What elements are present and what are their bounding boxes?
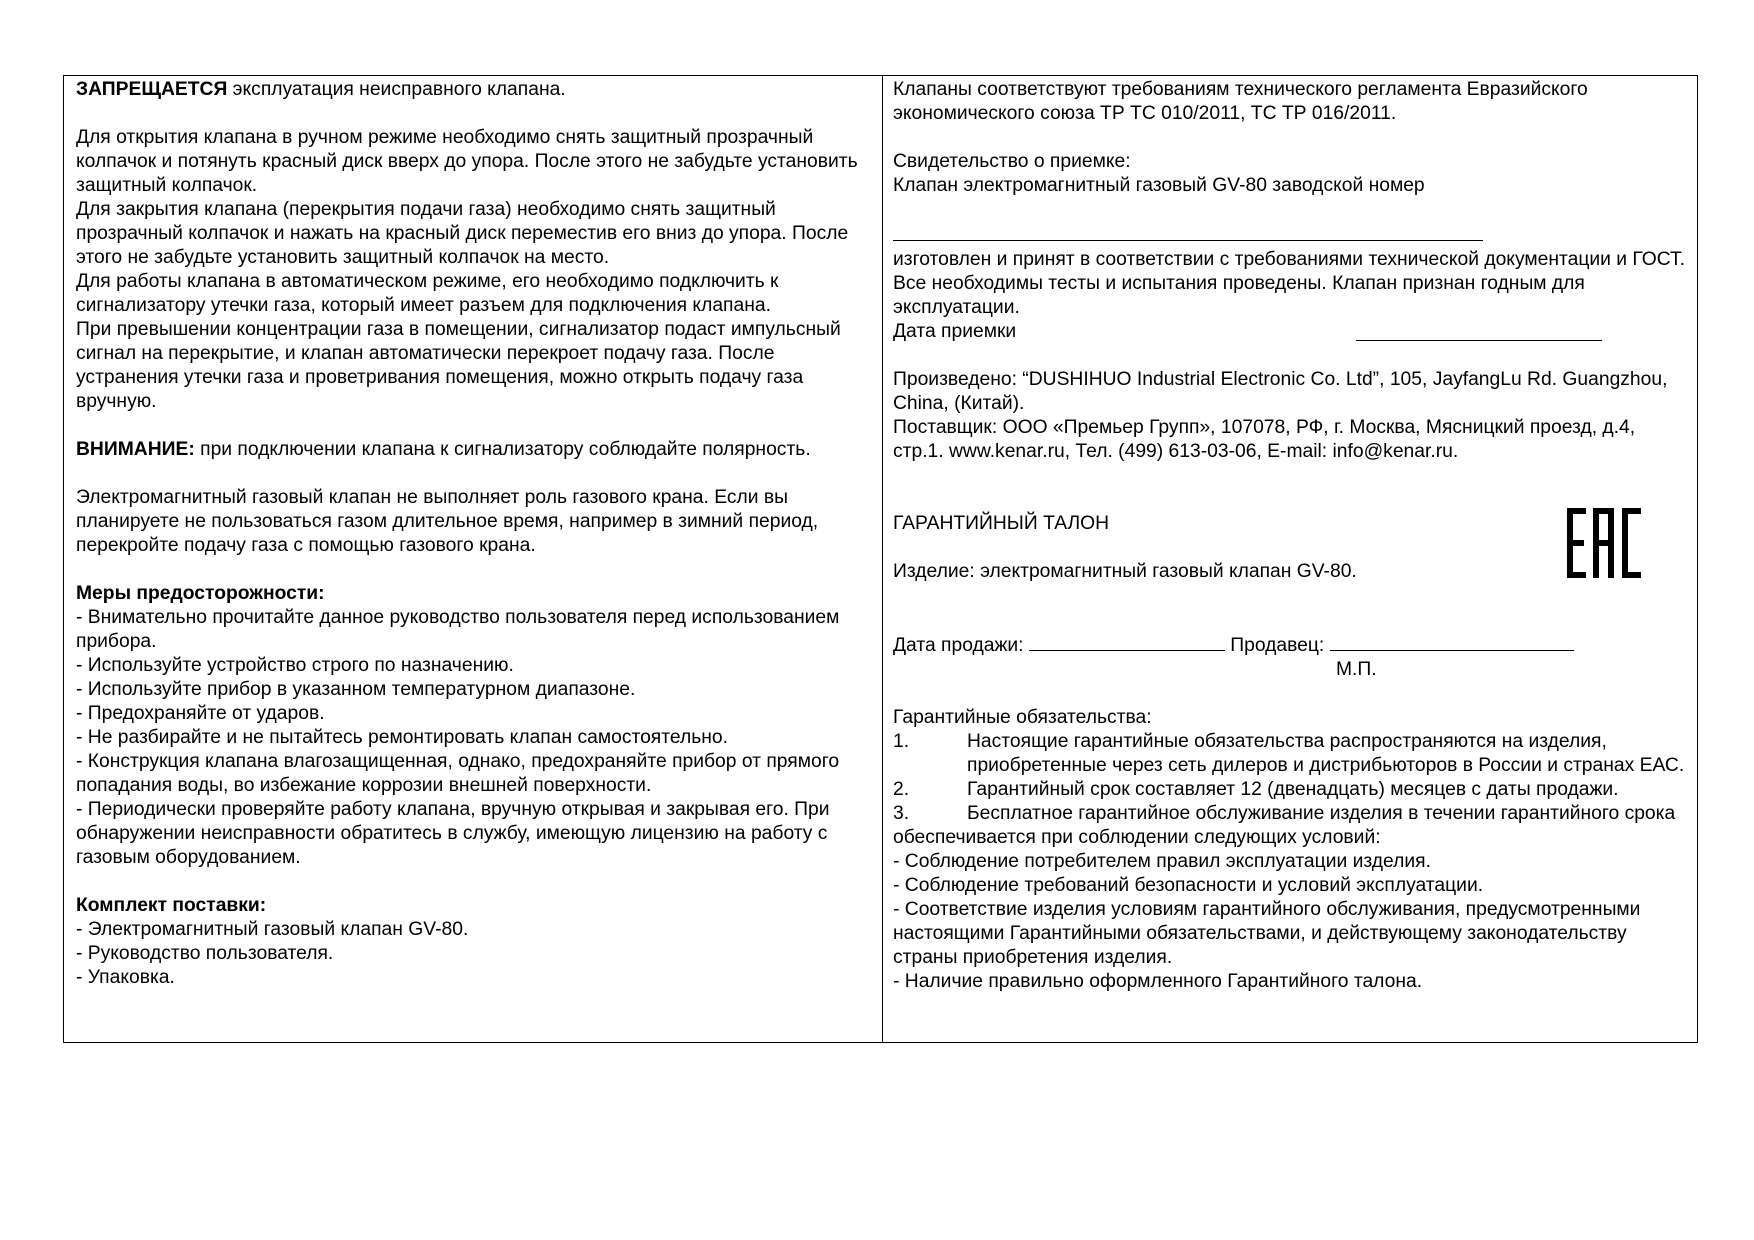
obligations-title: Гарантийные обязательства: (893, 707, 1152, 728)
attention-paragraph: ВНИМАНИЕ: при подключении клапана к сигнализатору соблюдайте полярность. (76, 439, 811, 460)
condition-item: - Соблюдение требований безопасности и условий эксплуатации. (893, 875, 1484, 896)
sale-date-blank (1029, 632, 1225, 651)
condition-item: - Наличие правильно оформленного Гарантийного талона. (893, 971, 1423, 992)
precaution-item: - Внимательно прочитайте данное руководство пользователя перед использованием прибора. (76, 607, 840, 652)
precaution-item: - Предохраняйте от ударов. (76, 703, 325, 724)
sale-row: Дата продажи: Продавец: (893, 632, 1687, 658)
certificate-column (883, 76, 1697, 1042)
precaution-item: - Периодически проверяйте работу клапана, вручную открывая и закрывая его. При обнаружении неисправности обратитесь в службу, имеющую лицензию на работу с газовым оборудованием. (76, 799, 830, 868)
kit-item: - Руководство пользователя. (76, 943, 334, 964)
stamp-label: М.П. (1336, 659, 1377, 680)
supplier-paragraph: Поставщик: ООО «Премьер Групп», 107078, РФ, г. Москва, Мясницкий проезд, д.4, стр.1. www.kenar.ru, Тел. (499) 613-03-06, E-mail: info@kenar.ru. (893, 417, 1636, 462)
auto-mode-paragraph: Для работы клапана в автоматическом режиме, его необходимо подключить к сигнализатору утечки газа, который имеет разъем для подключения клапана. (76, 271, 779, 316)
kit-item: - Упаковка. (76, 967, 175, 988)
instructions-column (64, 76, 883, 1042)
precaution-item: - Не разбирайте и не пытайтесь ремонтировать клапан самостоятельно. (76, 727, 728, 748)
acceptance-date-blank (1356, 340, 1602, 341)
manual-close-paragraph: Для закрытия клапана (перекрытия подачи газа) необходимо снять защитный прозрачный колпачок и нажать на красный диск переместив его вниз до упора. После этого не забудьте установить защитный колпачок на место. (76, 199, 849, 268)
precaution-item: - Используйте устройство строго по назначению. (76, 655, 514, 676)
document-table (63, 75, 1698, 1043)
obligation-item: 1. Настоящие гарантийные обязательства распространяются на изделия, приобретенные через сеть дилеров и дистрибьюторов в России и странах ЕАС. (893, 731, 1685, 776)
prohibition-label: ЗАПРЕЩАЕТСЯ (76, 79, 228, 100)
precaution-item: - Конструкция клапана влагозащищенная, однако, предохраняйте прибор от прямого попадания воды, во избежание коррозии внешней поверхности. (76, 751, 840, 796)
obligation-item: 3. Бесплатное гарантийное обслуживание изделия в течении гарантийного срока обеспечивается при соблюдении следующих условий: (893, 803, 1676, 848)
compliance-paragraph: Клапаны соответствуют требованиям технического регламента Евразийского экономического союза ТР ТС 010/2011, ТС ТР 016/2011. (893, 79, 1588, 124)
made-per-paragraph: изготовлен и принят в соответствии с требованиями технической документации и ГОСТ. (893, 249, 1686, 270)
acceptance-line: Клапан электромагнитный газовый GV-80 заводской номер (893, 175, 1425, 196)
manufacturer-paragraph: Произведено: “DUSHIHUO Industrial Electronic Co. Ltd”, 105, JayfangLu Rd. Guangzhou, China, (Китай). (893, 369, 1668, 414)
eac-logo (1567, 508, 1641, 578)
kit-item: - Электромагнитный газовый клапан GV-80. (76, 919, 469, 940)
prohibition-paragraph: ЗАПРЕЩАЕТСЯ эксплуатация неисправного клапана. (76, 79, 566, 100)
auto-alarm-paragraph: При превышении концентрации газа в помещении, сигнализатор подаст импульсный сигнал на перекрытие, и клапан автоматически перекроет подачу газа. После устранения утечки газа и проветривания помещения, можно открыть подачу газа вручную. (76, 319, 841, 412)
obligation-item: 2. Гарантийный срок составляет 12 (двенадцать) месяцев с даты продажи. (893, 779, 1619, 800)
warranty-title: ГАРАНТИЙНЫЙ ТАЛОН (893, 513, 1110, 534)
kit-title: Комплект поставки: (76, 895, 267, 916)
condition-item: - Соблюдение потребителем правил эксплуатации изделия. (893, 851, 1431, 872)
manual-open-paragraph: Для открытия клапана в ручном режиме необходимо снять защитный прозрачный колпачок и потянуть красный диск вверх до упора. После этого не забудьте установить защитный колпачок. (76, 127, 858, 196)
not-tap-paragraph: Электромагнитный газовый клапан не выполняет роль газового крана. Если вы планируете не пользоваться газом длительное время, например в зимний период, перекройте подачу газа с помощью газового крана. (76, 487, 819, 556)
acceptance-date-row: Дата приемки (893, 320, 1687, 344)
precaution-item: - Используйте прибор в указанном температурном диапазоне. (76, 679, 636, 700)
seller-blank (1330, 632, 1574, 651)
tests-paragraph: Все необходимы тесты и испытания проведены. Клапан признан годным для эксплуатации. (893, 273, 1585, 318)
product-line: Изделие: электромагнитный газовый клапан GV-80. (893, 561, 1357, 582)
serial-number-blank (893, 222, 1687, 248)
precautions-title: Меры предосторожности: (76, 583, 325, 604)
condition-item: - Соответствие изделия условиям гарантийного обслуживания, предусмотренными настоящими Гарантийными обязательствами, и действующему законодательству страны приобретения изделия. (893, 899, 1641, 968)
acceptance-title: Свидетельство о приемке: (893, 151, 1131, 172)
attention-label: ВНИМАНИЕ: (76, 439, 195, 460)
